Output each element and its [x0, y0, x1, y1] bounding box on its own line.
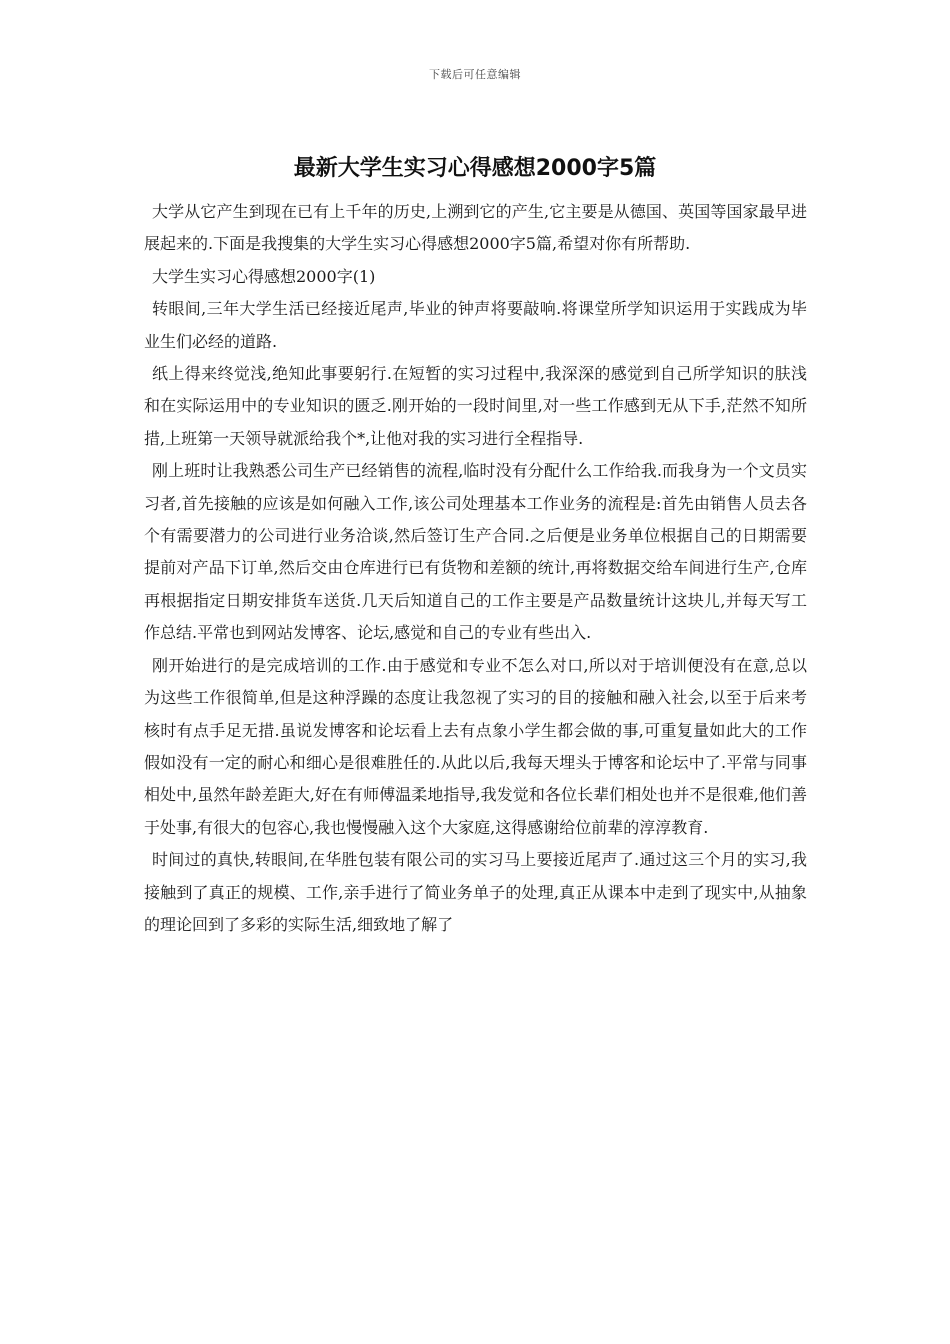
body-paragraph: 转眼间,三年大学生活已经接近尾声,毕业的钟声将要敲响.将课堂所学知识运用于实践成为毕业生们必经的道路.	[144, 299, 807, 351]
body-paragraph: 时间过的真快,转眼间,在华胜包装有限公司的实习马上要接近尾声了.通过这三个月的实习,我接触到了真正的规模、工作,亲手进行了简业务单子的处理,真正从课本中走到了现实中,从抽象的理论回到了多彩的实际生活,细致地了解了	[144, 850, 807, 934]
body-paragraph: 纸上得来终觉浅,绝知此事要躬行.在短暂的实习过程中,我深深的感觉到自己所学知识的肤浅和在实际运用中的专业知识的匮乏.刚开始的一段时间里,对一些工作感到无从下手,茫然不知所措,上班第一天领导就派给我个*,让他对我的实习进行全程指导.	[144, 364, 807, 448]
intro-paragraph: 大学从它产生到现在已有上千年的历史,上溯到它的产生,它主要是从德国、英国等国家最早进展起来的.下面是我搜集的大学生实习心得感想2000字5篇,希望对你有所帮助.	[144, 202, 807, 254]
page-header: 下载后可任意编辑	[429, 68, 521, 81]
document-title: 最新大学生实习心得感想2000字5篇	[293, 156, 657, 181]
body-paragraph: 刚上班时让我熟悉公司生产已经销售的流程,临时没有分配什么工作给我.而我身为一个文员实习者,首先接触的应该是如何融入工作,该公司处理基本工作业务的流程是:首先由销售人员去各个有需要潜力的公司进行业务洽谈,然后签订生产合同.之后便是业务单位根据自己的日期需要提前对产品下订单,然后交由仓库进行已有货物和差额的统计,再将数据交给车间进行生产,仓库再根据指定日期安排货车送货.几天后知道自己的工作主要是产品数量统计这块儿,并每天写工作总结.平常也到网站发博客、论坛,感觉和自己的专业有些出入.	[144, 461, 807, 643]
body-paragraph: 刚开始进行的是完成培训的工作.由于感觉和专业不怎么对口,所以对于培训便没有在意,总以为这些工作很简单,但是这种浮躁的态度让我忽视了实习的目的接触和融入社会,以至于后来考核时有点手足无措.虽说发博客和论坛看上去有点象小学生都会做的事,可重复量如此大的工作假如没有一定的耐心和细心是很难胜任的.从此以后,我每天埋头于博客和论坛中了.平常与同事相处中,虽然年龄差距大,好在有师傅温柔地指导,我发觉和各位长辈们相处也并不是很难,他们善于处事,有很大的包容心,我也慢慢融入这个大家庭,这得感谢给位前辈的淳淳教育.	[144, 655, 807, 837]
section-heading: 大学生实习心得感想2000字(1)	[152, 266, 376, 286]
document-body	[144, 196, 807, 941]
